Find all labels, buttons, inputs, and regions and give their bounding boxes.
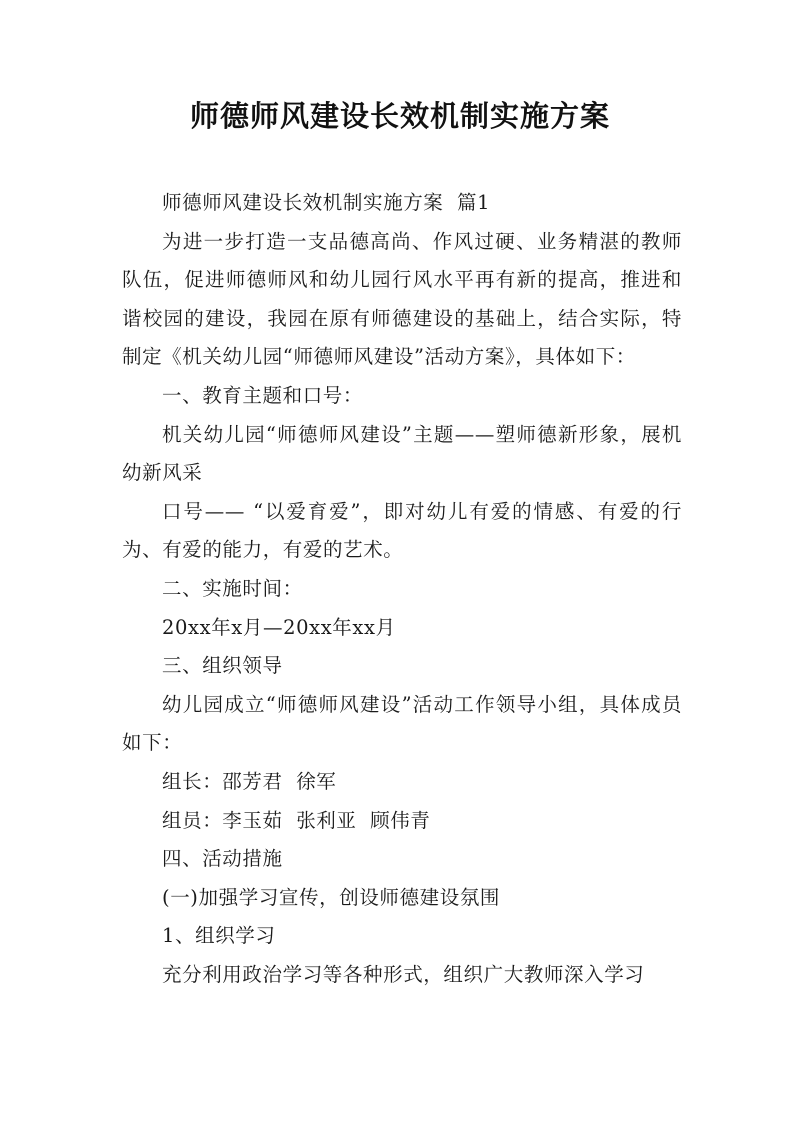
section-heading-time: 二、实施时间：	[162, 576, 303, 600]
paragraph-slogan: 口号—— “以爱育爱”，即对幼儿有爱的情感、有爱的行为、有爱的能力，有爱的艺术。	[122, 499, 682, 562]
document-title: 师德师风建设长效机制实施方案	[189, 99, 610, 133]
section-heading-theme: 一、教育主题和口号：	[162, 383, 364, 407]
paragraph-theme: 机关幼儿园“师德师风建设”主题——塑师德新形象，展机幼新风采	[122, 422, 682, 485]
paragraph-members: 组员：李玉茹 张利亚 顾伟青	[162, 808, 431, 832]
item-heading-organize: 1、组织学习	[162, 924, 276, 948]
section-heading-measures: 四、活动措施	[162, 847, 283, 871]
section-heading-leadership: 三、组织领导	[162, 654, 283, 678]
paragraph-leadership: 幼儿园成立“师德师风建设”活动工作领导小组，具体成员如下：	[122, 692, 682, 755]
paragraph-intro: 为进一步打造一支品德高尚、作风过硬、业务精湛的教师队伍，促进师德师风和幼儿园行风水平再有新的提高，推进和谐校园的建设，我园在原有师德建设的基础上，结合实际，特制定《机关幼儿园“师德师风建设”活动方案》，具体如下：	[122, 229, 682, 369]
document-body	[122, 184, 682, 994]
paragraph-leader: 组长：邵芳君 徐军	[162, 769, 337, 793]
paragraph-study: 充分利用政治学习等各种形式，组织广大教师深入学习	[162, 962, 645, 986]
paragraph-heading: 师德师风建设长效机制实施方案 篇1	[162, 191, 491, 214]
subsection-heading-study: (一)加强学习宣传，创设师德建设氛围	[162, 885, 501, 909]
paragraph-time: 20xx年x月—20xx年xx月	[162, 615, 396, 639]
